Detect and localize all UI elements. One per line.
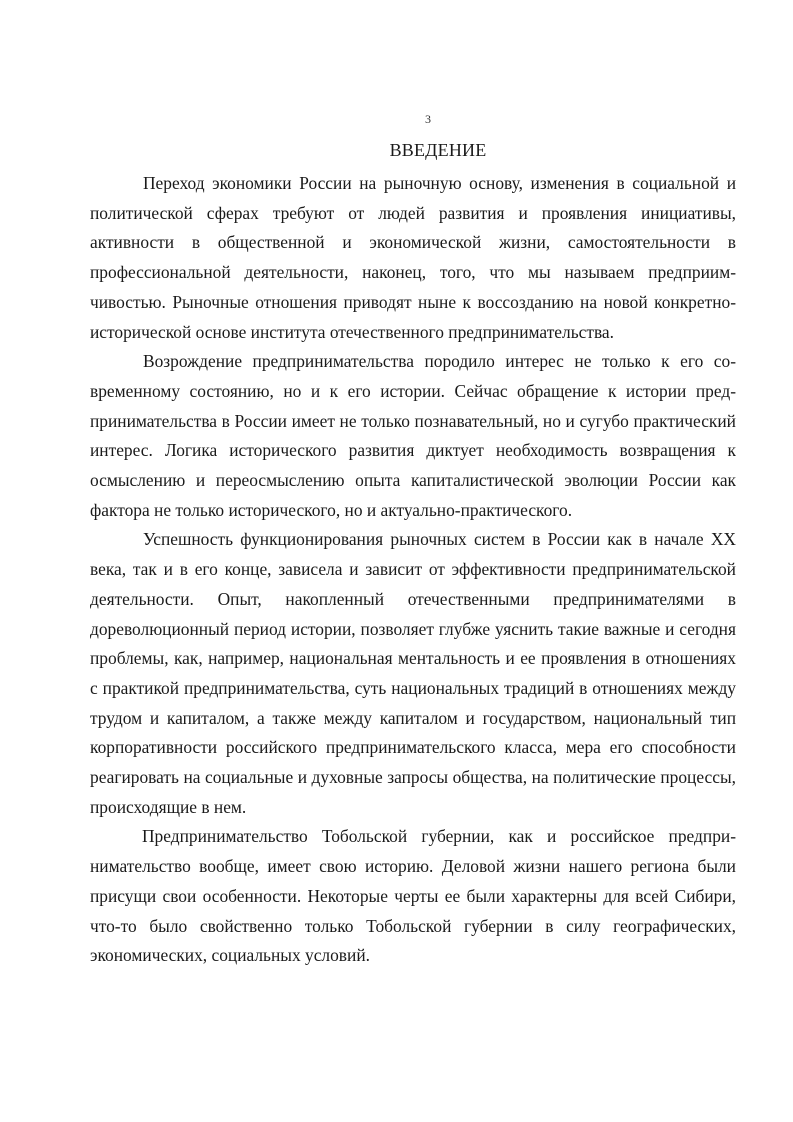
paragraph: Возрождение предпринимательства породило интерес не только к его современному состоянию, но и к его истории. Сейчас обращение к истории предпринимательства в России имеет не только познавательный, но и сугубо практический интерес. Логика исторического развития диктует необходимость возвращения к осмыслению и переосмыслению опыта капиталистической эволюции России как фактора не только исторического, но и актуально-практического. bbox=[90, 351, 736, 520]
page-number: 3 bbox=[425, 112, 431, 126]
section-heading: ВВЕДЕНИЕ bbox=[389, 140, 487, 160]
paragraph: Успешность функционирования рыночных систем в России как в начале XX века, так и в его конце, зависела и зависит от эффективности предпринимательской деятельности. Опыт, накопленный отечественными предпринимателями в дореволюционный период истории, позволяет глубже уяснить такие важные и сегодня проблемы, как, например, национальная ментальность и ее проявления в отношениях с практикой предпринимательства, суть национальных традиций в отношениях между трудом и капиталом, а также между капиталом и государством, национальный тип корпоративности российского предпринимательского класса, мера его способности реагировать на социальные и духовные запросы общества, на политические процессы, происходящие в нем. bbox=[90, 529, 736, 817]
paragraph: Переход экономики России на рыночную основу, изменения в социальной и политической сферах требуют от людей развития и проявления инициативы, активности в общественной и экономической жизни, самостоятельности в профессиональной деятельности, наконец, того, что мы называем предприимчивостью. Рыночные отношения приводят ныне к воссозданию на новой конкретно-исторической основе института отечественного предпринимательства. bbox=[90, 173, 736, 342]
body-text bbox=[90, 169, 736, 971]
paragraph: Предпринимательство Тобольской губернии, как и российское предпринимательство вообще, имеет свою историю. Деловой жизни нашего региона были присущи свои особенности. Некоторые черты ее были характерны для всей Сибири, что-то было свойственно только Тобольской губернии в силу географических, экономических, социальных условий. bbox=[90, 826, 736, 966]
